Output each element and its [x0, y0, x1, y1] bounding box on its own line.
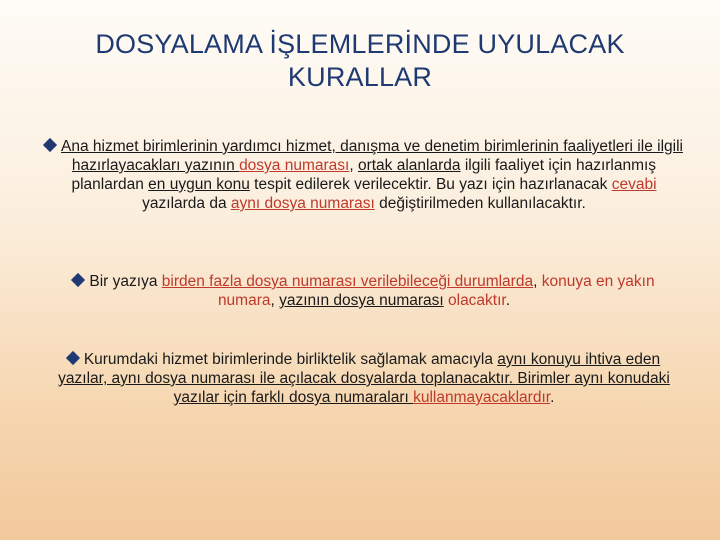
bullet-1-segment: cevabi	[611, 176, 657, 193]
bullet-1-segment: yazılarda da	[142, 195, 231, 212]
bullet-1-segment: tespit edilerek verilecektir. Bu yazı için hazırlanacak	[249, 176, 612, 193]
bullet-1-segment: ,	[349, 157, 358, 174]
bullet-1-segment: aynı dosya numarası	[230, 195, 375, 212]
bullet-2-segment: yazının dosya numarası	[279, 292, 444, 309]
bullet-2-segment: .	[505, 292, 511, 309]
bullet-2-segment: ,	[533, 273, 542, 290]
bullet-1-segment: ortak alanlarda	[357, 157, 461, 174]
diamond-bullet-icon	[71, 273, 85, 287]
title-line-2: KURALLAR	[287, 62, 433, 92]
bullet-1-segment: ilgili faaliyet için hazırlanmış planlardan	[71, 157, 657, 193]
diamond-bullet-icon	[66, 351, 80, 365]
slide-title	[40, 28, 680, 94]
bullet-3-segment: kullanmayacaklardır	[413, 389, 551, 406]
bullet-1-segment: en uygun konu	[148, 176, 250, 193]
bullet-point-3	[44, 350, 684, 407]
bullet-point-2	[44, 272, 684, 310]
bullet-2-segment: ,	[270, 292, 280, 309]
bullet-1-segment: Ana hizmet birimlerinin yardımcı hizmet, danışma ve denetim birimlerinin faaliyetleri ile ilgili hazırlayacakları yazının	[61, 138, 683, 174]
bullet-2-segment: Bir yazıya	[89, 273, 162, 290]
bullet-2-segment: birden fazla dosya numarası verilebileceği durumlarda	[161, 273, 534, 290]
bullet-3-segment: .	[550, 389, 555, 406]
bullet-2-segment: olacaktır	[448, 292, 506, 309]
bullet-2-segment: konuya en yakın numara	[217, 273, 655, 309]
bullet-point-1	[44, 137, 684, 213]
bullet-1-segment: değiştirilmeden kullanılacaktır.	[374, 195, 586, 212]
bullet-1-segment: dosya numarası	[239, 157, 350, 174]
bullet-3-segment: Kurumdaki hizmet birimlerinde birliktelik sağlamak amacıyla	[83, 351, 498, 368]
bullet-3-segment: aynı konuyu ihtiva eden yazılar, aynı dosya numarası ile açılacak dosyalarda toplanacaktır. Birimler aynı konudaki yazılar için farklı dosya numaraları	[58, 351, 670, 406]
title-line-1: DOSYALAMA İŞLEMLERİNDE UYULACAK	[95, 29, 625, 59]
diamond-bullet-icon	[43, 138, 57, 152]
